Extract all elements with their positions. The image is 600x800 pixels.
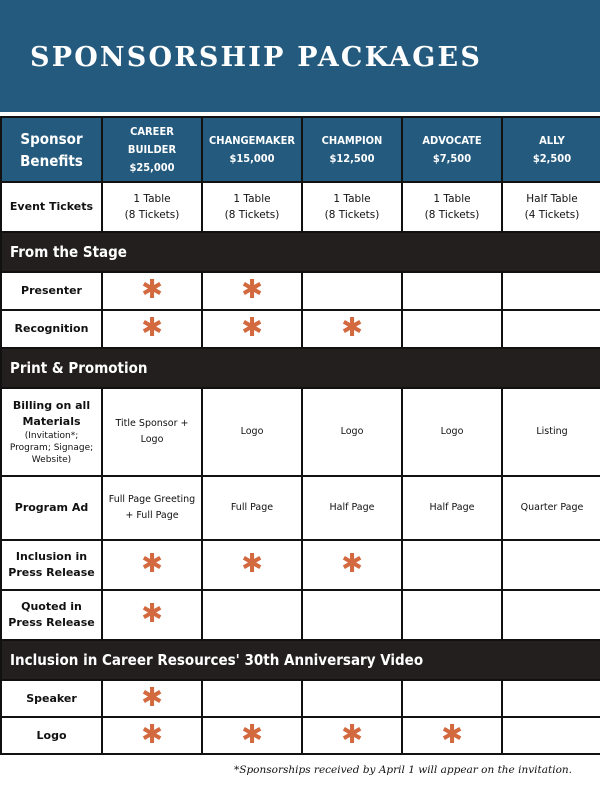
label-line: Press Release xyxy=(8,616,95,629)
label-line: Inclusion in xyxy=(15,550,88,563)
table-header-row xyxy=(1,117,600,182)
row-press-inclusion xyxy=(1,540,600,590)
table-cell xyxy=(502,590,600,640)
table-cell xyxy=(302,310,402,348)
row-label: Presenter xyxy=(1,272,102,310)
asterisk-icon: ✱ xyxy=(341,313,363,343)
asterisk-icon: ✱ xyxy=(141,313,163,343)
asterisk-icon: ✱ xyxy=(141,719,163,750)
row-presenter xyxy=(1,272,600,310)
asterisk-icon: ✱ xyxy=(241,275,263,305)
table-cell xyxy=(402,680,502,717)
table-cell xyxy=(202,680,302,717)
table-cell xyxy=(402,540,502,590)
table-cell xyxy=(102,272,202,310)
table-cell: Logo xyxy=(302,388,402,476)
tier-price: $7,500 xyxy=(432,151,472,165)
header-banner xyxy=(0,0,600,112)
table-cell xyxy=(302,717,402,754)
table-cell xyxy=(402,182,502,232)
tier-name: CHAMPION xyxy=(321,133,383,147)
section-title: From the Stage xyxy=(1,232,600,272)
row-billing xyxy=(1,388,600,476)
corner-line2: Benefits xyxy=(20,151,83,170)
tier-name: ALLY xyxy=(539,133,565,147)
footnote: *Sponsorships received by April 1 will appear on the invitation. xyxy=(234,764,572,776)
table-cell: Half Page xyxy=(402,476,502,540)
table-cell xyxy=(402,310,502,348)
sponsorship-table xyxy=(0,116,600,755)
tier-price: $2,500 xyxy=(532,151,572,165)
asterisk-icon: ✱ xyxy=(141,599,163,629)
section-title: Inclusion in Career Resources' 30th Anniversary Video xyxy=(1,640,600,680)
table-cell xyxy=(402,272,502,310)
tier-name: CHANGEMAKER xyxy=(209,133,295,147)
table-cell xyxy=(202,717,302,754)
table-cell xyxy=(302,680,402,717)
tier-price: $12,500 xyxy=(329,151,375,165)
table-cell xyxy=(102,540,202,590)
cell-line: 1 Table xyxy=(133,193,171,205)
table-cell: Listing xyxy=(502,388,600,476)
table-cell xyxy=(402,590,502,640)
table-cell xyxy=(202,310,302,348)
asterisk-icon: ✱ xyxy=(141,275,163,305)
section-title: Print & Promotion xyxy=(1,348,600,388)
table-cell: Logo xyxy=(202,388,302,476)
tier-name: ADVOCATE xyxy=(422,133,482,147)
row-label: Event Tickets xyxy=(1,182,102,232)
label-line: Billing on all xyxy=(12,399,91,412)
table-cell xyxy=(302,272,402,310)
row-label: Recognition xyxy=(1,310,102,348)
corner-header xyxy=(1,117,102,182)
row-recognition xyxy=(1,310,600,348)
table-cell xyxy=(302,590,402,640)
cell-line: (8 Tickets) xyxy=(324,209,380,221)
row-label: Speaker xyxy=(1,680,102,717)
cell-line: (4 Tickets) xyxy=(524,209,580,221)
row-logo xyxy=(1,717,600,754)
section-anniversary-video xyxy=(1,640,600,680)
table-cell xyxy=(502,182,600,232)
table-cell xyxy=(202,272,302,310)
table-cell xyxy=(502,540,600,590)
table-cell xyxy=(302,540,402,590)
cell-line: 1 Table xyxy=(233,193,271,205)
section-print-promotion xyxy=(1,348,600,388)
row-press-quoted xyxy=(1,590,600,640)
asterisk-icon: ✱ xyxy=(241,719,263,750)
page-title: SPONSORSHIP PACKAGES xyxy=(30,42,483,73)
row-label xyxy=(1,388,102,476)
table-cell xyxy=(102,717,202,754)
label-line: Materials xyxy=(22,415,81,428)
cell-line: 1 Table xyxy=(333,193,371,205)
tier-name: CAREER BUILDER xyxy=(127,124,177,156)
section-from-the-stage xyxy=(1,232,600,272)
table-cell xyxy=(202,182,302,232)
row-label: Program Ad xyxy=(1,476,102,540)
table-cell xyxy=(502,310,600,348)
table-cell xyxy=(502,272,600,310)
table-cell xyxy=(502,717,600,754)
asterisk-icon: ✱ xyxy=(141,549,163,579)
tier-header-champion xyxy=(302,117,402,182)
table-cell xyxy=(102,680,202,717)
tier-header-advocate xyxy=(402,117,502,182)
table-cell xyxy=(102,590,202,640)
table-cell xyxy=(102,310,202,348)
table-cell xyxy=(102,182,202,232)
label-note: (Invitation*; Program; Signage; Website) xyxy=(9,431,94,465)
cell-line: (8 Tickets) xyxy=(124,209,180,221)
table-cell: Full Page Greeting + Full Page xyxy=(102,476,202,540)
label-line: Quoted in xyxy=(21,600,82,613)
table-cell: Full Page xyxy=(202,476,302,540)
tier-price: $15,000 xyxy=(229,151,275,165)
asterisk-icon: ✱ xyxy=(141,682,163,713)
tier-price: $25,000 xyxy=(129,160,175,174)
row-speaker xyxy=(1,680,600,717)
table-cell xyxy=(302,182,402,232)
cell-line: 1 Table xyxy=(433,193,471,205)
label-line: Press Release xyxy=(8,566,95,579)
asterisk-icon: ✱ xyxy=(341,549,363,579)
table-cell: Title Sponsor + Logo xyxy=(102,388,202,476)
tier-header-career-builder xyxy=(102,117,202,182)
cell-line: (8 Tickets) xyxy=(424,209,480,221)
asterisk-icon: ✱ xyxy=(441,719,463,750)
tier-header-ally xyxy=(502,117,600,182)
row-label: Logo xyxy=(1,717,102,754)
table-cell xyxy=(402,717,502,754)
table-cell: Quarter Page xyxy=(502,476,600,540)
row-program-ad xyxy=(1,476,600,540)
table-cell xyxy=(502,680,600,717)
cell-line: Half Table xyxy=(526,193,578,205)
row-label xyxy=(1,540,102,590)
table-cell xyxy=(202,590,302,640)
row-label xyxy=(1,590,102,640)
tier-header-changemaker xyxy=(202,117,302,182)
asterisk-icon: ✱ xyxy=(241,313,263,343)
table-cell: Half Page xyxy=(302,476,402,540)
table-cell xyxy=(202,540,302,590)
table-cell: Logo xyxy=(402,388,502,476)
asterisk-icon: ✱ xyxy=(241,549,263,579)
asterisk-icon: ✱ xyxy=(341,719,363,750)
corner-line1: Sponsor xyxy=(20,129,83,148)
row-event-tickets xyxy=(1,182,600,232)
cell-line: (8 Tickets) xyxy=(224,209,280,221)
